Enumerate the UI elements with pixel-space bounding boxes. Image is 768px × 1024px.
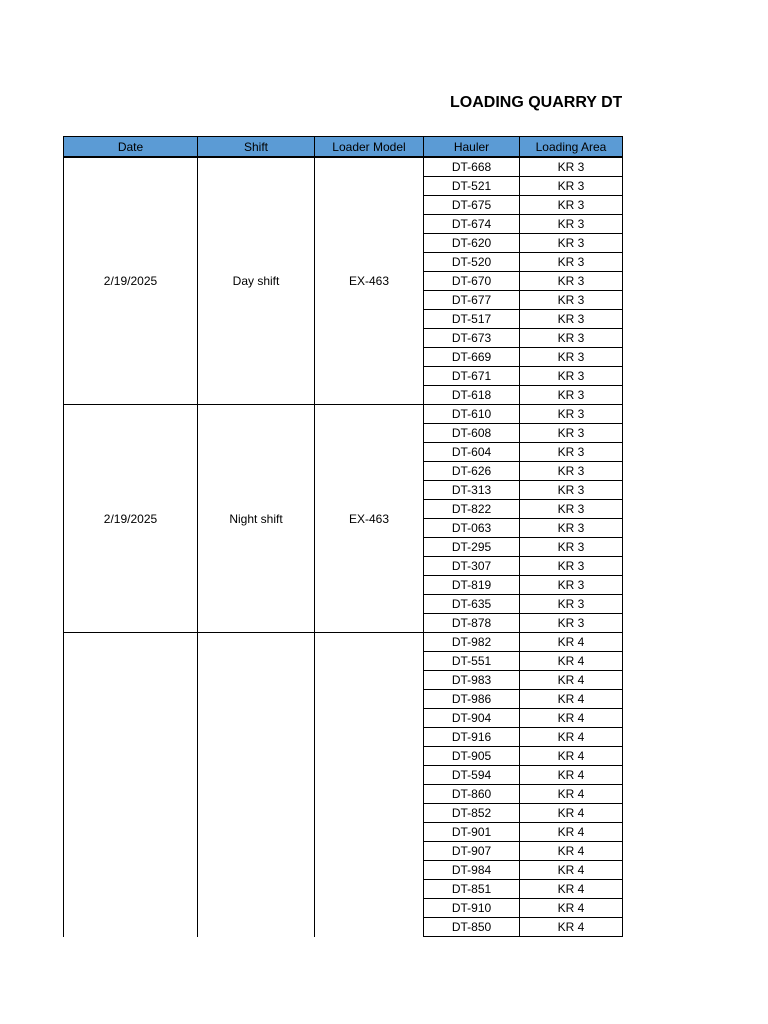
loading-area-cell[interactable]: KR 3: [520, 405, 623, 424]
loading-area-cell[interactable]: KR 3: [520, 386, 623, 405]
date-cell[interactable]: [64, 633, 198, 937]
hauler-cell[interactable]: DT-819: [424, 576, 520, 595]
loading-area-cell[interactable]: KR 4: [520, 842, 623, 861]
hauler-cell[interactable]: DT-916: [424, 728, 520, 747]
hauler-cell[interactable]: DT-982: [424, 633, 520, 652]
hauler-cell[interactable]: DT-674: [424, 215, 520, 234]
hauler-cell[interactable]: DT-983: [424, 671, 520, 690]
loading-area-cell[interactable]: KR 4: [520, 690, 623, 709]
loading-area-cell[interactable]: KR 3: [520, 557, 623, 576]
hauler-cell[interactable]: DT-551: [424, 652, 520, 671]
hauler-cell[interactable]: DT-295: [424, 538, 520, 557]
loading-area-cell[interactable]: KR 4: [520, 823, 623, 842]
hauler-cell[interactable]: DT-852: [424, 804, 520, 823]
column-header-loader-model[interactable]: Loader Model: [315, 137, 424, 158]
loading-area-cell[interactable]: KR 4: [520, 766, 623, 785]
loading-area-cell[interactable]: KR 4: [520, 899, 623, 918]
hauler-cell[interactable]: DT-668: [424, 157, 520, 177]
hauler-cell[interactable]: DT-677: [424, 291, 520, 310]
loading-area-cell[interactable]: KR 4: [520, 918, 623, 937]
header-row: [64, 137, 623, 158]
hauler-cell[interactable]: DT-626: [424, 462, 520, 481]
hauler-cell[interactable]: DT-850: [424, 918, 520, 937]
loader-model-cell[interactable]: [315, 633, 424, 937]
hauler-cell[interactable]: DT-822: [424, 500, 520, 519]
loading-area-cell[interactable]: KR 4: [520, 728, 623, 747]
loading-area-cell[interactable]: KR 3: [520, 519, 623, 538]
loading-area-cell[interactable]: KR 3: [520, 500, 623, 519]
loading-area-cell[interactable]: KR 3: [520, 196, 623, 215]
column-header-shift[interactable]: Shift: [198, 137, 315, 158]
hauler-cell[interactable]: DT-521: [424, 177, 520, 196]
loader-model-cell[interactable]: EX-463: [315, 157, 424, 405]
sheet-title: LOADING QUARRY DT: [450, 94, 622, 111]
loading-area-cell[interactable]: KR 3: [520, 310, 623, 329]
shift-cell[interactable]: [198, 633, 315, 937]
shift-cell[interactable]: Day shift: [198, 157, 315, 405]
loading-area-cell[interactable]: KR 3: [520, 253, 623, 272]
hauler-cell[interactable]: DT-671: [424, 367, 520, 386]
hauler-cell[interactable]: DT-907: [424, 842, 520, 861]
loading-area-cell[interactable]: KR 3: [520, 157, 623, 177]
loading-area-cell[interactable]: KR 4: [520, 785, 623, 804]
loading-area-cell[interactable]: KR 3: [520, 215, 623, 234]
hauler-cell[interactable]: DT-520: [424, 253, 520, 272]
loading-area-cell[interactable]: KR 3: [520, 329, 623, 348]
loading-table: [63, 136, 623, 937]
loader-model-cell[interactable]: EX-463: [315, 405, 424, 633]
hauler-cell[interactable]: DT-307: [424, 557, 520, 576]
table-body: [64, 157, 623, 937]
loading-area-cell[interactable]: KR 4: [520, 652, 623, 671]
loading-area-cell[interactable]: KR 3: [520, 614, 623, 633]
loading-area-cell[interactable]: KR 4: [520, 747, 623, 766]
loading-area-cell[interactable]: KR 4: [520, 671, 623, 690]
hauler-cell[interactable]: DT-063: [424, 519, 520, 538]
hauler-cell[interactable]: DT-610: [424, 405, 520, 424]
column-header-date[interactable]: Date: [64, 137, 198, 158]
loading-area-cell[interactable]: KR 3: [520, 424, 623, 443]
date-cell[interactable]: 2/19/2025: [64, 157, 198, 405]
hauler-cell[interactable]: DT-675: [424, 196, 520, 215]
hauler-cell[interactable]: DT-851: [424, 880, 520, 899]
hauler-cell[interactable]: DT-604: [424, 443, 520, 462]
table-header: [64, 137, 623, 158]
hauler-cell[interactable]: DT-986: [424, 690, 520, 709]
table-row: [64, 633, 623, 652]
hauler-cell[interactable]: DT-984: [424, 861, 520, 880]
hauler-cell[interactable]: DT-860: [424, 785, 520, 804]
loading-area-cell[interactable]: KR 3: [520, 177, 623, 196]
hauler-cell[interactable]: DT-618: [424, 386, 520, 405]
hauler-cell[interactable]: DT-517: [424, 310, 520, 329]
loading-area-cell[interactable]: KR 4: [520, 633, 623, 652]
loading-area-cell[interactable]: KR 4: [520, 880, 623, 899]
hauler-cell[interactable]: DT-670: [424, 272, 520, 291]
loading-area-cell[interactable]: KR 3: [520, 481, 623, 500]
hauler-cell[interactable]: DT-669: [424, 348, 520, 367]
hauler-cell[interactable]: DT-313: [424, 481, 520, 500]
loading-area-cell[interactable]: KR 3: [520, 348, 623, 367]
loading-area-cell[interactable]: KR 3: [520, 576, 623, 595]
hauler-cell[interactable]: DT-878: [424, 614, 520, 633]
column-header-hauler[interactable]: Hauler: [424, 137, 520, 158]
hauler-cell[interactable]: DT-673: [424, 329, 520, 348]
loading-area-cell[interactable]: KR 3: [520, 595, 623, 614]
loading-area-cell[interactable]: KR 3: [520, 462, 623, 481]
table-row: [64, 157, 623, 177]
hauler-cell[interactable]: DT-905: [424, 747, 520, 766]
column-header-loading-area[interactable]: Loading Area: [520, 137, 623, 158]
loading-area-cell[interactable]: KR 3: [520, 443, 623, 462]
hauler-cell[interactable]: DT-910: [424, 899, 520, 918]
loading-area-cell[interactable]: KR 3: [520, 538, 623, 557]
shift-cell[interactable]: Night shift: [198, 405, 315, 633]
loading-area-cell[interactable]: KR 3: [520, 291, 623, 310]
loading-area-cell[interactable]: KR 4: [520, 804, 623, 823]
loading-area-cell[interactable]: KR 3: [520, 367, 623, 386]
hauler-cell[interactable]: DT-901: [424, 823, 520, 842]
loading-area-cell[interactable]: KR 3: [520, 234, 623, 253]
hauler-cell[interactable]: DT-620: [424, 234, 520, 253]
date-cell[interactable]: 2/19/2025: [64, 405, 198, 633]
hauler-cell[interactable]: DT-608: [424, 424, 520, 443]
loading-area-cell[interactable]: KR 4: [520, 861, 623, 880]
hauler-cell[interactable]: DT-904: [424, 709, 520, 728]
loading-area-cell[interactable]: KR 4: [520, 709, 623, 728]
table-row: [64, 405, 623, 424]
hauler-cell[interactable]: DT-635: [424, 595, 520, 614]
hauler-cell[interactable]: DT-594: [424, 766, 520, 785]
loading-area-cell[interactable]: KR 3: [520, 272, 623, 291]
